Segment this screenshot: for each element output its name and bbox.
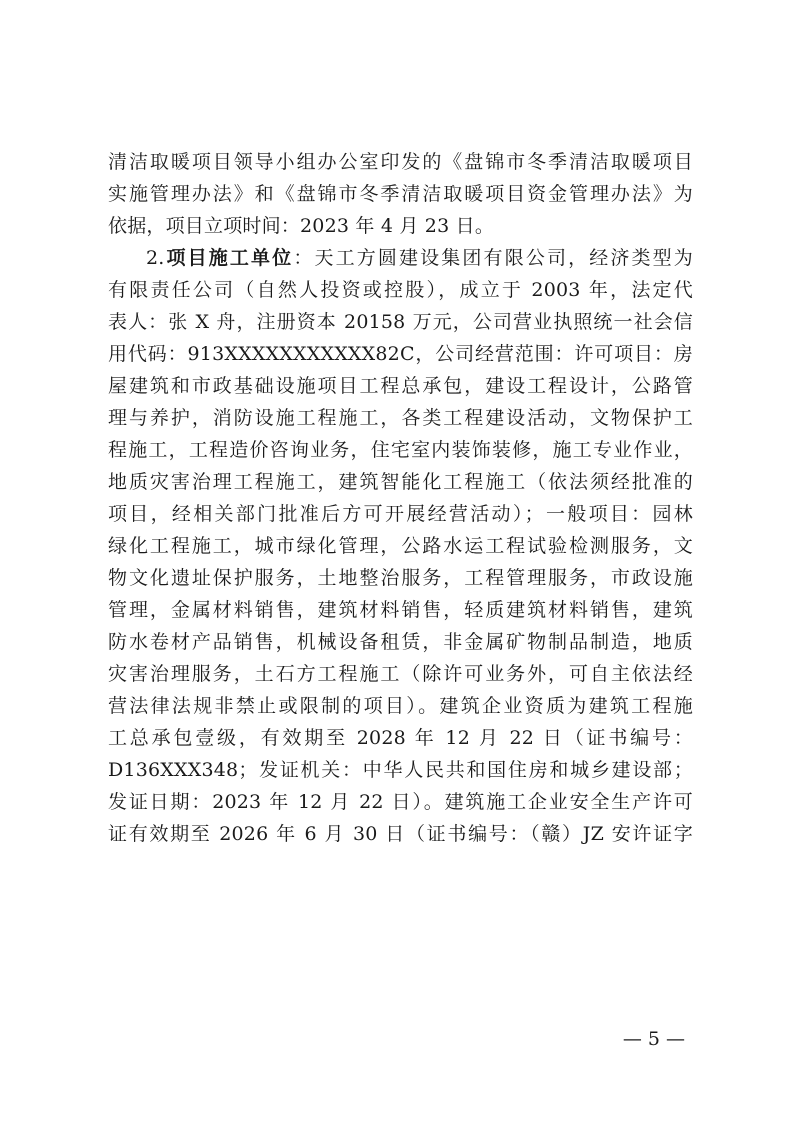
body-text (108, 146, 693, 850)
text-line: 有限责任公司（自然人投资或控股），成立于 2003 年，法定代 (108, 279, 693, 301)
page-number: — 5 — (622, 1028, 685, 1050)
text-line: 灾害治理服务，土石方工程施工（除许可业务外，可自主依法经 (108, 663, 693, 685)
text-line: 实施管理办法》和《盘锦市冬季清洁取暖项目资金管理办法》为 (108, 183, 693, 205)
text-line: 用代码：913XXXXXXXXXXX82C，公司经营范围：许可项目：房 (108, 343, 693, 365)
text-line: 清洁取暖项目领导小组办公室印发的《盘锦市冬季清洁取暖项目 (108, 151, 693, 173)
text-line: D136XXX348；发证机关：中华人民共和国住房和城乡建设部； (108, 759, 693, 781)
text-line: 屋建筑和市政基础设施项目工程总承包，建设工程设计，公路管 (108, 375, 693, 397)
text-line: 依据，项目立项时间：2023 年 4 月 23 日。 (108, 215, 495, 237)
section-heading: 项目施工单位 (164, 247, 294, 269)
section-heading-line (108, 242, 693, 274)
text-line: 营法律法规非禁止或限制的项目）。建筑企业资质为建筑工程施 (108, 695, 693, 717)
text-line: 地质灾害治理工程施工，建筑智能化工程施工（依法须经批准的 (108, 471, 693, 493)
text-line: 管理，金属材料销售，建筑材料销售，轻质建筑材料销售，建筑 (108, 599, 693, 621)
text-line: 理与养护，消防设施工程施工，各类工程建设活动，文物保护工 (108, 407, 693, 429)
text-line: 证有效期至 2026 年 6 月 30 日（证书编号：（赣）JZ 安许证字 (108, 823, 693, 845)
text-line: 项目，经相关部门批准后方可开展经营活动）；一般项目：园林 (108, 503, 693, 525)
section-number: 2. (146, 247, 165, 269)
text-line: 物文化遗址保护服务，土地整治服务，工程管理服务，市政设施 (108, 567, 693, 589)
section-heading-text: ：天工方圆建设集团有限公司，经济类型为 (293, 247, 693, 269)
text-line: 防水卷材产品销售，机械设备租赁，非金属矿物制品制造，地质 (108, 631, 693, 653)
text-line: 发证日期：2023 年 12 月 22 日）。建筑施工企业安全生产许可 (108, 791, 693, 813)
text-line: 表人：张 X 舟，注册资本 20158 万元，公司营业执照统一社会信 (108, 311, 693, 333)
text-line: 绿化工程施工，城市绿化管理，公路水运工程试验检测服务，文 (108, 535, 693, 557)
text-line: 程施工，工程造价咨询业务，住宅室内装饰装修，施工专业作业， (108, 439, 693, 461)
text-line: 工总承包壹级，有效期至 2028 年 12 月 22 日（证书编号： (108, 727, 693, 749)
